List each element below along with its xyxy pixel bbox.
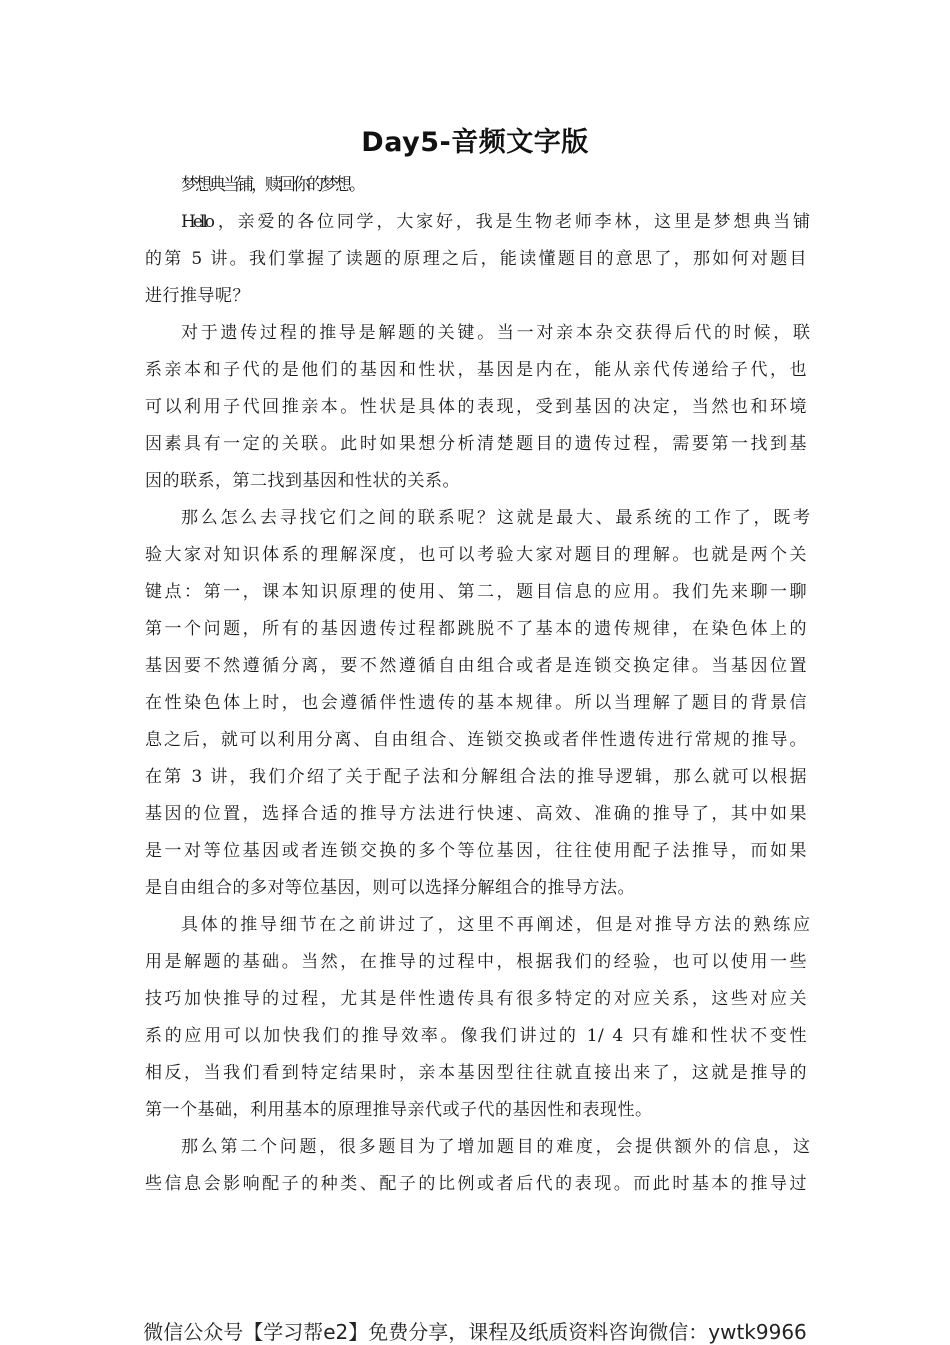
paragraph-line: 用是解题的基础。当然，在推导的过程中，根据我们的经验，也可以使用一些 xyxy=(145,952,807,972)
paragraph-line: 梦想典当铺，赎回你的梦想。 xyxy=(181,175,363,195)
paragraph-1 xyxy=(145,167,807,204)
paragraph-line: 第一个基础，利用基本的原理推导亲代或子代的基因性和表现性。 xyxy=(145,1100,653,1120)
paragraph-6 xyxy=(145,1129,807,1203)
paragraph-2 xyxy=(145,204,807,315)
paragraph-line: 在第 3 讲，我们介绍了关于配子法和分解组合法的推导逻辑，那么就可以根据 xyxy=(145,767,807,787)
paragraph-line: 那么第二个问题，很多题目为了增加题目的难度，会提供额外的信息，这 xyxy=(181,1137,807,1157)
paragraph-line: 是自由组合的多对等位基因，则可以选择分解组合的推导方法。 xyxy=(145,878,635,898)
paragraph-line: 技巧加快推导的过程，尤其是伴性遗传具有很多特定的对应关系，这些对应关 xyxy=(145,989,807,1009)
paragraph-line: 对于遗传过程的推导是解题的关键。当一对亲本杂交获得后代的时候，联 xyxy=(181,323,807,343)
paragraph-5 xyxy=(145,907,807,1129)
document-title: Day5-音频文字版 xyxy=(361,127,589,158)
paragraph-4 xyxy=(145,500,807,907)
paragraph-line: 的第 5 讲。我们掌握了读题的原理之后，能读懂题目的意思了，那如何对题目 xyxy=(145,249,807,269)
paragraph-line: 因素具有一定的关联。此时如果想分析清楚题目的遗传过程，需要第一找到基 xyxy=(145,434,807,454)
paragraph-line: 系的应用可以加快我们的推导效率。像我们讲过的 1/ 4 只有雄和性状不变性 xyxy=(145,1026,807,1046)
paragraph-line: 具体的推导细节在之前讲过了，这里不再阐述，但是对推导方法的熟练应 xyxy=(181,915,807,935)
paragraph-line: 在性染色体上时，也会遵循伴性遗传的基本规律。所以当理解了题目的背景信 xyxy=(145,693,807,713)
paragraph-line: 验大家对知识体系的理解深度，也可以考验大家对题目的理解。也就是两个关 xyxy=(145,545,807,565)
document-body xyxy=(145,167,807,1203)
paragraph-line: 基因的位置，选择合适的推导方法进行快速、高效、准确的推导了，其中如果 xyxy=(145,804,807,824)
paragraph-line: 相反，当我们看到特定结果时，亲本基因型往往就直接出来了，这就是推导的 xyxy=(145,1063,807,1083)
paragraph-line: 基因要不然遵循分离，要不然遵循自由组合或者是连锁交换定律。当基因位置 xyxy=(145,656,807,676)
paragraph-line: 键点：第一，课本知识原理的使用、第二，题目信息的应用。我们先来聊一聊 xyxy=(145,582,807,602)
paragraph-line: 可以利用子代回推亲本。性状是具体的表现，受到基因的决定，当然也和环境 xyxy=(145,397,807,417)
paragraph-line: Hello，亲爱的各位同学，大家好，我是生物老师李林，这里是梦想典当铺 xyxy=(181,212,807,232)
paragraph-line: 些信息会影响配子的种类、配子的比例或者后代的表现。而此时基本的推导过 xyxy=(145,1174,807,1194)
paragraph-line: 因的联系，第二找到基因和性状的关系。 xyxy=(145,471,460,491)
paragraph-line: 是一对等位基因或者连锁交换的多个等位基因，往往使用配子法推导，而如果 xyxy=(145,841,807,861)
paragraph-line: 进行推导呢？ xyxy=(145,286,250,306)
paragraph-line: 第一个问题，所有的基因遗传过程都跳脱不了基本的遗传规律，在染色体上的 xyxy=(145,619,807,639)
paragraph-3 xyxy=(145,315,807,500)
paragraph-line: 那么怎么去寻找它们之间的联系呢？这就是最大、最系统的工作了，既考 xyxy=(181,508,807,528)
footer-note: 微信公众号【学习帮e2】免费分享，课程及纸质资料咨询微信：ywtk9966 xyxy=(143,1320,807,1344)
paragraph-line: 系亲本和子代的是他们的基因和性状，基因是内在，能从亲代传递给子代，也 xyxy=(145,360,807,380)
paragraph-line: 息之后，就可以利用分离、自由组合、连锁交换或者伴性遗传进行常规的推导。 xyxy=(145,730,807,750)
